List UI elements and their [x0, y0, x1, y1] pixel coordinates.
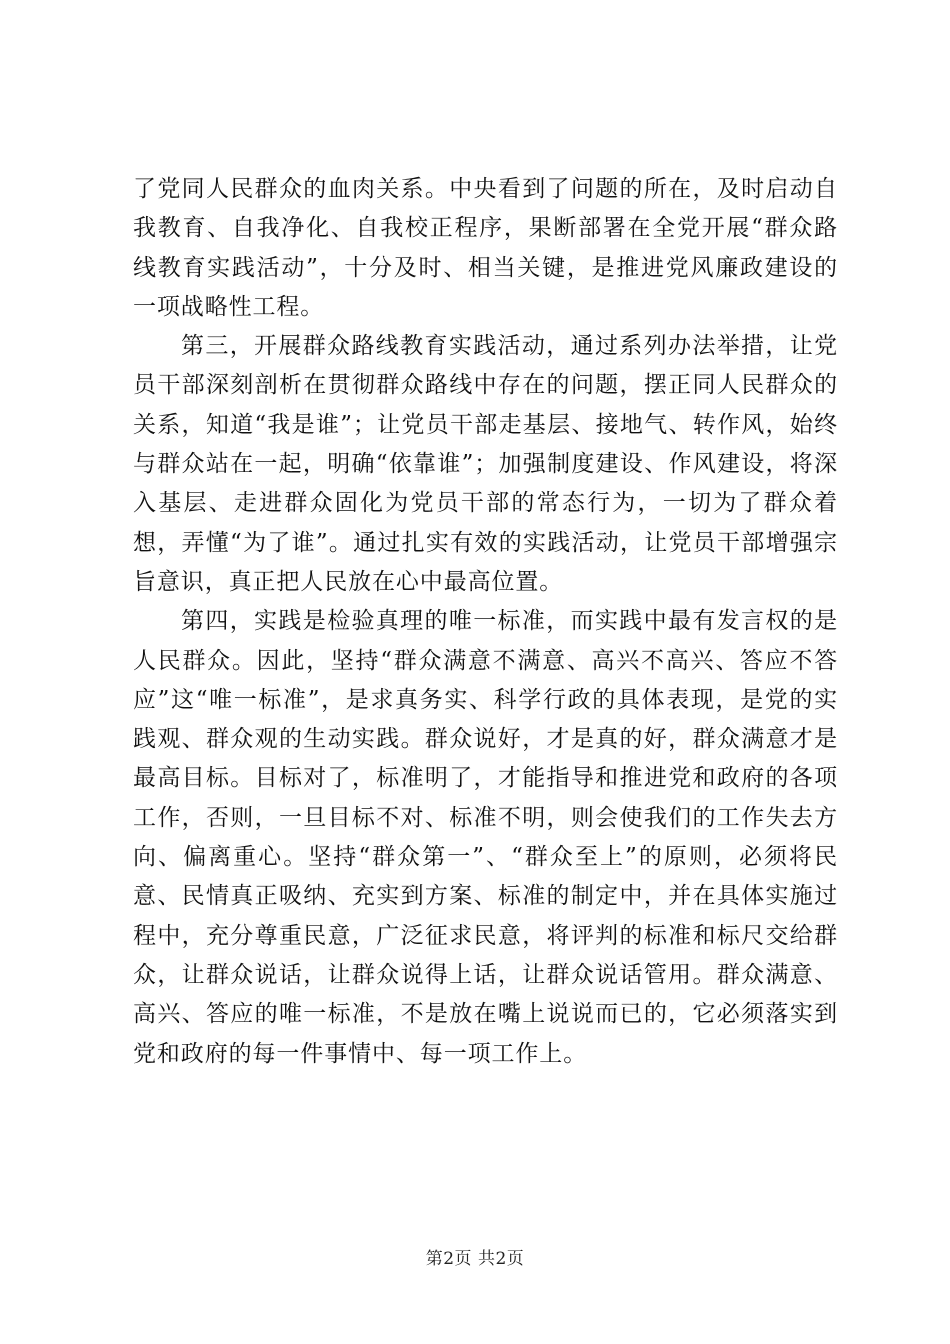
paragraph-third-point: 第三，开展群众路线教育实践活动，通过系列办法举措，让党员干部深刻剖析在贯彻群众路线中存在的问题，摆正同人民群众的关系，知道“我是谁”；让党员干部走基层、接地气、转作风，始终与群众站在一起，明确“依靠谁”；加强制度建设、作风建设，将深入基层、走进群众固化为党员干部的常态行为，一切为了群众着想，弄懂“为了谁”。通过扎实有效的实践活动，让党员干部增强宗旨意识，真正把人民放在心中最高位置。 — [133, 333, 838, 595]
paragraph-continuation: 了党同人民群众的血肉关系。中央看到了问题的所在，及时启动自我教育、自我净化、自我校正程序，果断部署在全党开展“群众路线教育实践活动”，十分及时、相当关键，是推进党风廉政建设的一项战略性工程。 — [133, 176, 838, 320]
page-number-footer: 第2页 共2页 — [425, 1249, 525, 1269]
paragraph-fourth-point: 第四，实践是检验真理的唯一标准，而实践中最有发言权的是人民群众。因此，坚持“群众满意不满意、高兴不高兴、答应不答应”这“唯一标准”，是求真务实、科学行政的具体表现，是党的实践观、群众观的生动实践。群众说好，才是真的好，群众满意才是最高目标。目标对了，标准明了，才能指导和推进党和政府的各项工作，否则，一旦目标不对、标准不明，则会使我们的工作失去方向、偏离重心。坚持“群众第一”、“群众至上”的原则，必须将民意、民情真正吸纳、充实到方案、标准的制定中，并在具体实施过程中，充分尊重民意，广泛征求民意，将评判的标准和标尺交给群众，让群众说话，让群众说得上话，让群众说话管用。群众满意、高兴、答应的唯一标准，不是放在嘴上说说而已的，它必须落实到党和政府的每一件事情中、每一项工作上。 — [133, 608, 838, 1067]
body-text — [133, 170, 838, 1074]
